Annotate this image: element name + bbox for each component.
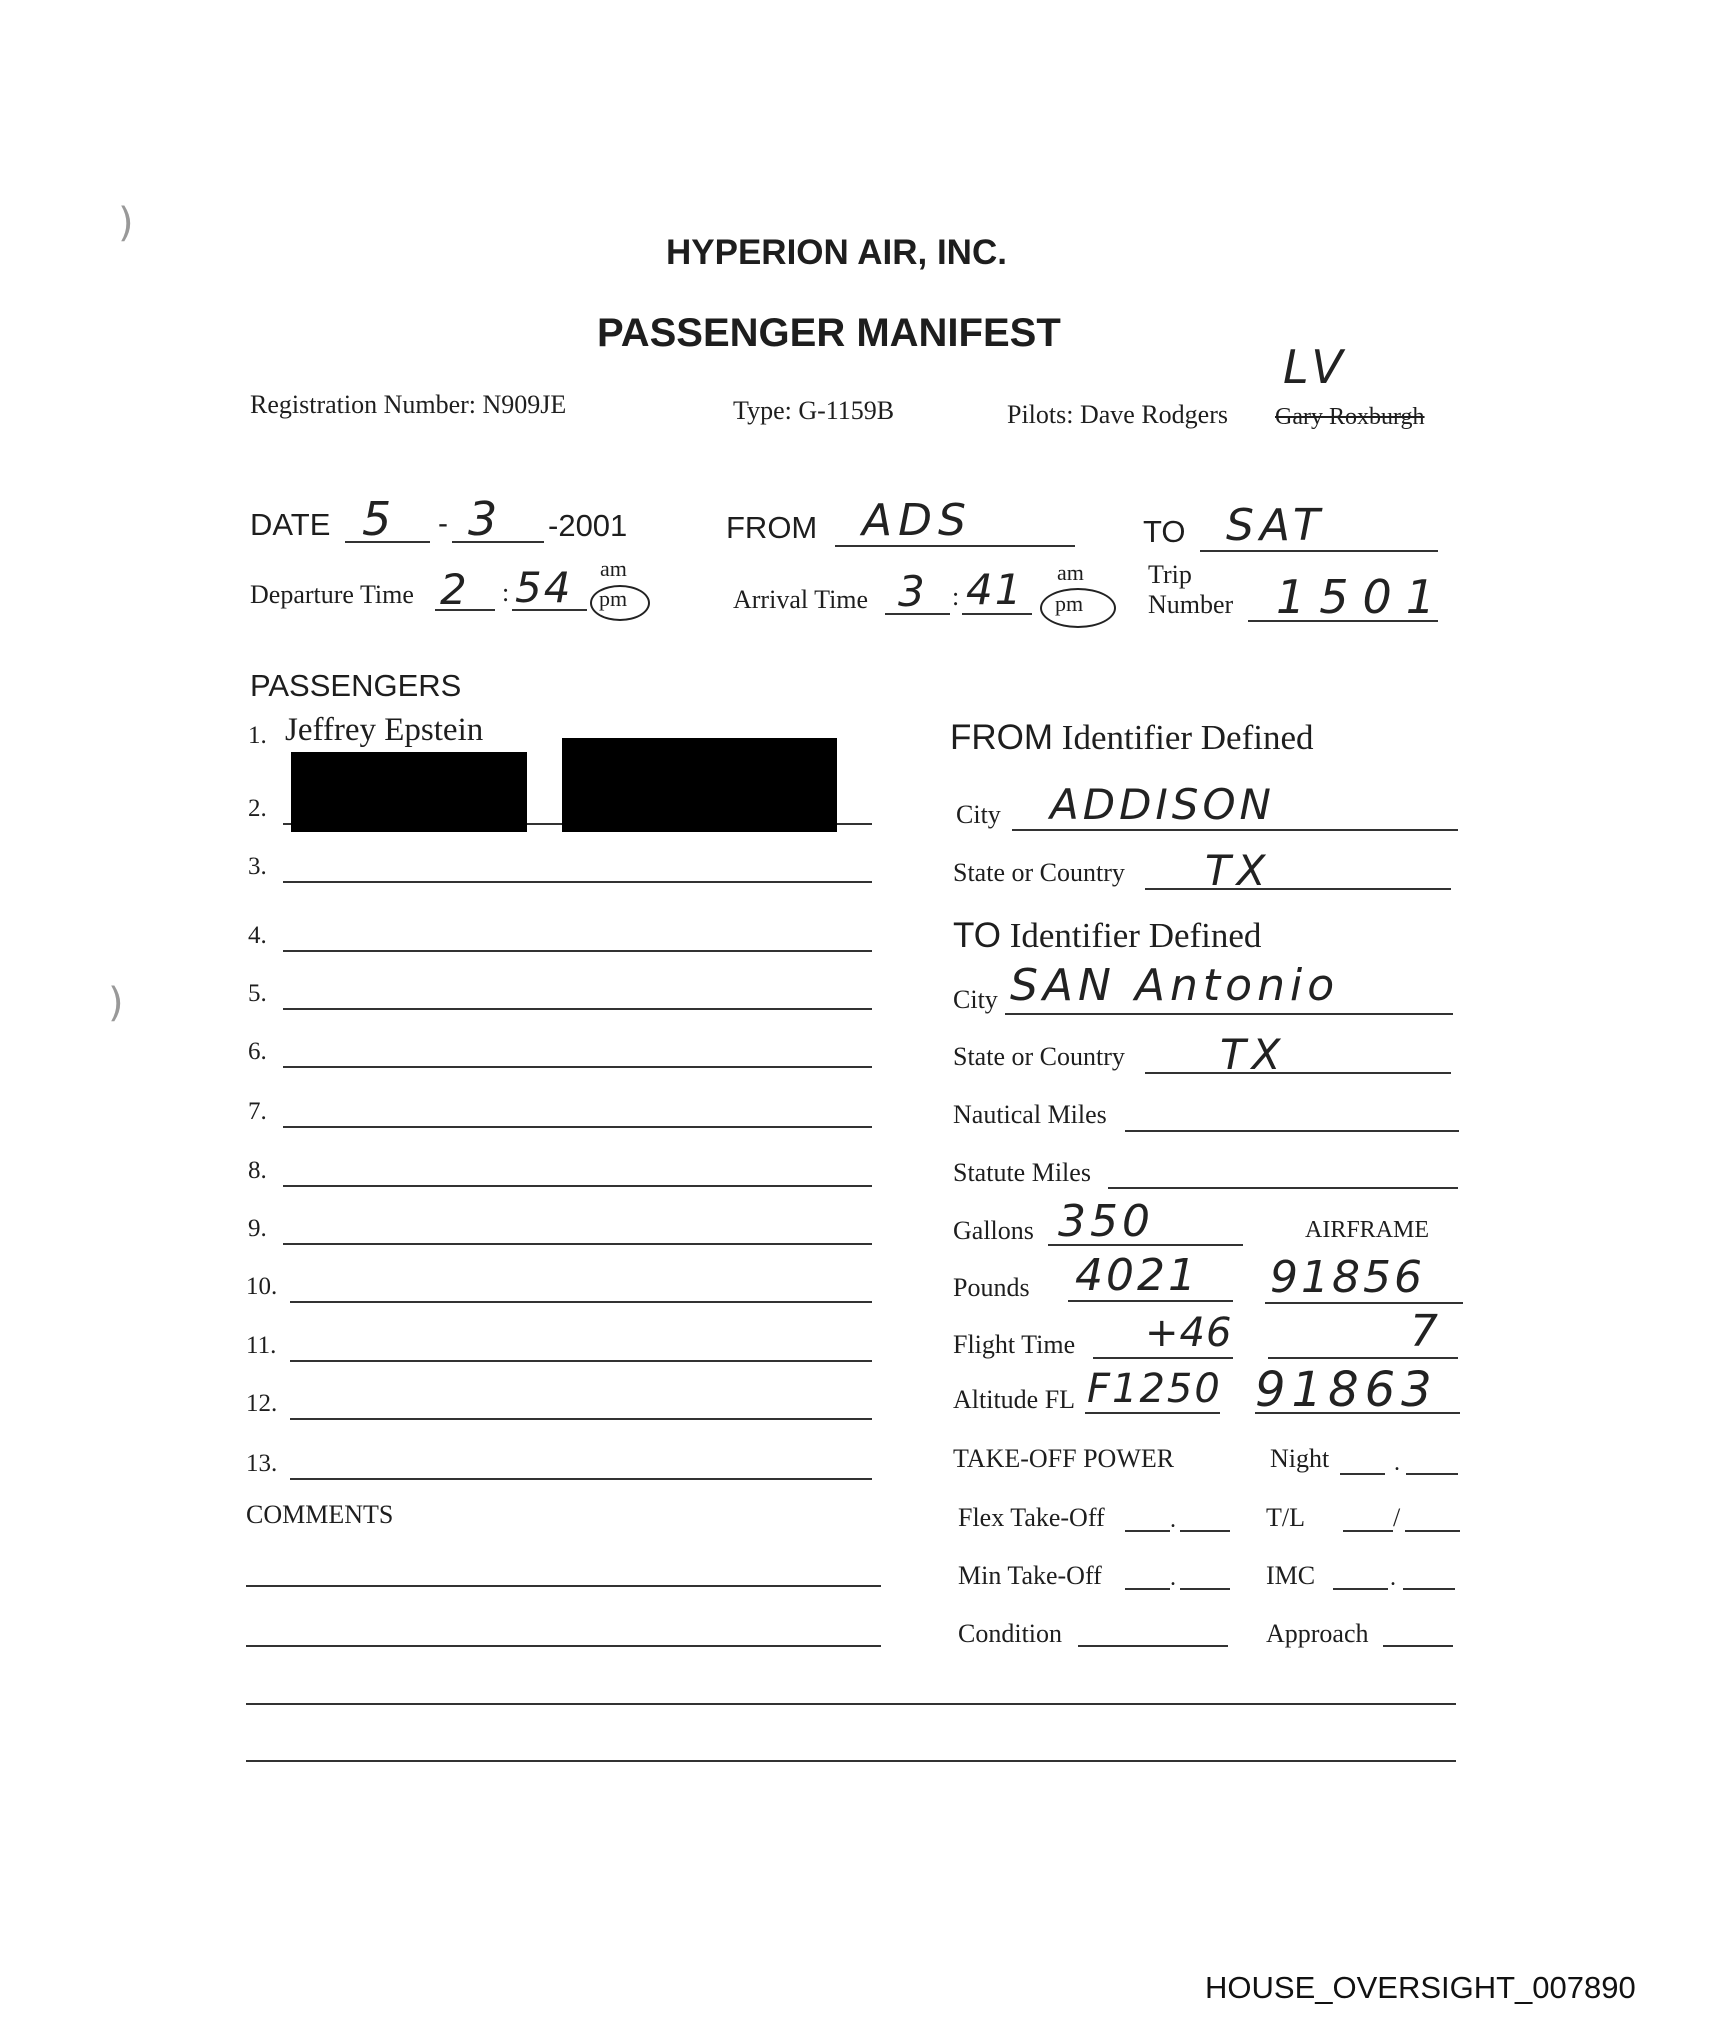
registration-number: Registration Number: N909JE — [250, 390, 567, 419]
nautical-miles-line — [1125, 1130, 1459, 1132]
pilots: Pilots: Dave Rodgers — [1007, 400, 1228, 429]
passenger-line — [283, 881, 872, 883]
from-city-value: ADDISON — [1050, 780, 1275, 829]
passenger-number: 5. — [248, 980, 267, 1007]
passenger-number: 13. — [246, 1450, 278, 1477]
night-dot: . — [1394, 1450, 1400, 1476]
margin-mark: ) — [108, 980, 124, 1026]
airframe-2-line — [1268, 1357, 1458, 1359]
arrival-pm: pm — [1055, 591, 1084, 616]
passenger-number: 11. — [246, 1332, 277, 1359]
date-day: 3 — [468, 492, 504, 546]
to-label: TO — [1143, 514, 1186, 549]
date-month: 5 — [362, 492, 398, 546]
to-state-value: TX — [1220, 1030, 1287, 1079]
bates-number: HOUSE_OVERSIGHT_007890 — [1205, 1970, 1636, 2005]
night-line-1 — [1340, 1473, 1385, 1475]
min-line-2 — [1180, 1588, 1230, 1590]
altitude-value: F1250 — [1087, 1366, 1222, 1412]
takeoff-power-label: TAKE-OFF POWER — [953, 1444, 1175, 1473]
imc-line-2 — [1403, 1588, 1455, 1590]
airframe-3-value: 91863 — [1255, 1362, 1438, 1418]
statute-miles-line — [1108, 1187, 1458, 1189]
to-identifier-heading-bold: TO — [953, 916, 1001, 955]
from-code: ADS — [862, 495, 972, 546]
min-takeoff-label: Min Take-Off — [958, 1561, 1102, 1590]
airframe-1-value: 91856 — [1270, 1252, 1425, 1303]
pilot2-initials: LV — [1283, 340, 1349, 394]
from-city-line — [1012, 829, 1458, 831]
tl-label: T/L — [1266, 1503, 1305, 1532]
date-year: -2001 — [548, 508, 628, 543]
departure-min: 54 — [515, 563, 573, 612]
departure-label: Departure Time — [250, 580, 414, 609]
form-title: PASSENGER MANIFEST — [597, 311, 1061, 355]
passenger-line — [290, 1418, 872, 1420]
from-identifier-heading-rest: Identifier Defined — [1053, 718, 1314, 757]
to-state-line — [1145, 1072, 1451, 1074]
redaction-block — [291, 752, 527, 832]
comments-line — [246, 1760, 1456, 1762]
from-state-label: State or Country — [953, 858, 1125, 887]
tl-slash: / — [1393, 1503, 1401, 1532]
from-identifier-heading — [950, 718, 1313, 758]
from-state-line — [1145, 888, 1451, 890]
arrival-label: Arrival Time — [733, 585, 869, 614]
company-name: HYPERION AIR, INC. — [666, 233, 1007, 272]
flight-time-label: Flight Time — [953, 1330, 1076, 1359]
departure-colon: : — [502, 578, 510, 607]
passenger-line — [283, 1008, 872, 1010]
aircraft-type: Type: G-1159B — [733, 396, 895, 425]
trip-number: 1501 — [1276, 570, 1450, 624]
to-identifier-heading-rest: Identifier Defined — [1000, 916, 1262, 955]
passenger-number: 2. — [248, 795, 267, 822]
comments-line — [246, 1585, 881, 1587]
passenger-number: 6. — [248, 1038, 267, 1065]
departure-pm: pm — [599, 586, 628, 611]
flex-dot: . — [1170, 1507, 1176, 1533]
night-label: Night — [1270, 1444, 1330, 1473]
date-sep: - — [438, 507, 448, 540]
gallons-label: Gallons — [953, 1216, 1034, 1245]
passenger-line — [283, 950, 872, 952]
to-city-value: SAN Antonio — [1010, 960, 1340, 1011]
altitude-label: Altitude FL — [953, 1385, 1076, 1414]
passenger-line — [283, 1185, 872, 1187]
passenger-number: 12. — [246, 1390, 278, 1417]
arrival-am: am — [1057, 560, 1084, 585]
arrival-hour: 3 — [898, 567, 931, 616]
departure-am: am — [600, 556, 627, 581]
passenger-number: 3. — [248, 853, 267, 880]
airframe-label: AIRFRAME — [1305, 1217, 1430, 1243]
passenger-line — [290, 1478, 872, 1480]
from-city-label: City — [956, 800, 1001, 829]
to-city-line — [1005, 1013, 1453, 1015]
condition-line — [1078, 1645, 1228, 1647]
to-code: SAT — [1226, 500, 1326, 551]
gallons-value: 350 — [1058, 1196, 1154, 1247]
flight-time-line — [1093, 1357, 1233, 1359]
passenger-1-name: Jeffrey Epstein — [285, 712, 484, 748]
trip-label-2: Number — [1148, 590, 1234, 619]
imc-dot: . — [1390, 1565, 1396, 1591]
night-line-2 — [1406, 1473, 1458, 1475]
date-label: DATE — [250, 507, 331, 542]
approach-label: Approach — [1266, 1619, 1369, 1648]
statute-miles-label: Statute Miles — [953, 1158, 1091, 1187]
arrival-colon: : — [952, 582, 960, 611]
from-identifier-heading-bold: FROM — [950, 718, 1054, 757]
altitude-line — [1085, 1412, 1220, 1414]
flex-line-1 — [1125, 1530, 1170, 1532]
margin-mark: ) — [118, 200, 134, 246]
passenger-number: 4. — [248, 922, 267, 949]
imc-line-1 — [1333, 1588, 1388, 1590]
redaction-block — [562, 738, 837, 832]
passenger-number: 7. — [248, 1098, 267, 1125]
to-state-label: State or Country — [953, 1042, 1125, 1071]
imc-label: IMC — [1266, 1561, 1316, 1590]
passenger-line — [290, 1301, 872, 1303]
to-identifier-heading — [953, 916, 1261, 956]
tl-line-2 — [1405, 1530, 1460, 1532]
pilot2-struck: Gary Roxburgh — [1275, 404, 1425, 430]
passenger-line — [290, 1360, 872, 1362]
nautical-miles-label: Nautical Miles — [953, 1100, 1107, 1129]
from-label: FROM — [726, 510, 818, 545]
passenger-number: 9. — [248, 1215, 267, 1242]
trip-label-1: Trip — [1148, 560, 1192, 589]
departure-hour: 2 — [440, 565, 473, 614]
comments-line — [246, 1703, 1456, 1705]
min-dot: . — [1170, 1565, 1176, 1591]
arrival-min: 41 — [966, 565, 1024, 614]
passengers-heading: PASSENGERS — [250, 668, 462, 703]
airframe-2-value: 7 — [1410, 1306, 1444, 1357]
min-line-1 — [1125, 1588, 1170, 1590]
passenger-line — [283, 1126, 872, 1128]
comments-label: COMMENTS — [246, 1500, 394, 1529]
flex-takeoff-label: Flex Take-Off — [958, 1503, 1105, 1532]
from-state-value: TX — [1205, 846, 1272, 895]
passenger-line — [283, 1066, 872, 1068]
comments-line — [246, 1645, 881, 1647]
passenger-number: 8. — [248, 1157, 267, 1184]
flex-line-2 — [1180, 1530, 1230, 1532]
pounds-value: 4021 — [1075, 1250, 1199, 1301]
pounds-label: Pounds — [953, 1273, 1030, 1302]
to-city-label: City — [953, 985, 998, 1014]
passenger-number: 10. — [246, 1273, 278, 1300]
flight-time-value: +46 — [1145, 1310, 1233, 1356]
passenger-line — [283, 1243, 872, 1245]
approach-line — [1383, 1645, 1453, 1647]
tl-line-1 — [1343, 1530, 1393, 1532]
passenger-number: 1. — [248, 722, 267, 749]
condition-label: Condition — [958, 1619, 1063, 1648]
